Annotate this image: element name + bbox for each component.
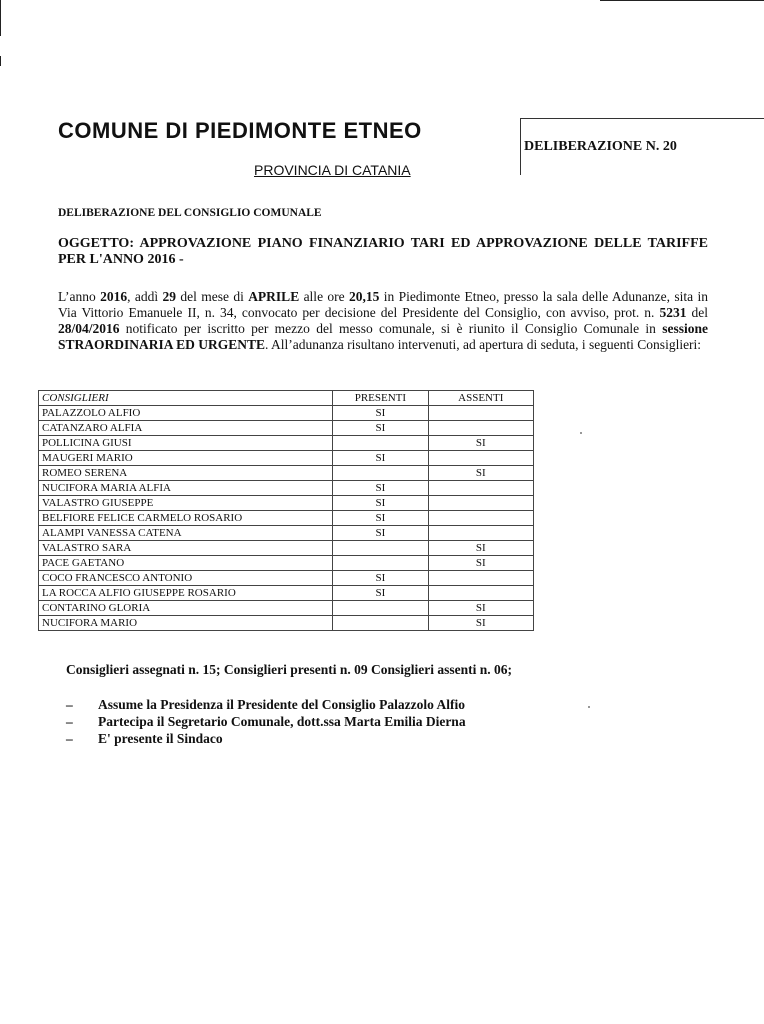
table-row	[39, 481, 534, 496]
col-header-assenti: ASSENTI	[428, 391, 533, 406]
table-row	[39, 436, 534, 451]
table-row	[39, 556, 534, 571]
dash-bullet: –	[66, 697, 73, 712]
presente-cell	[333, 466, 428, 481]
consigliere-name: CONTARINO GLORIA	[39, 601, 333, 616]
scan-edge-mark-left	[0, 56, 1, 66]
col-header-consiglieri: CONSIGLIERI	[39, 391, 333, 406]
intro-sessione: sessione STRAORDINARIA ED URGENTE	[58, 321, 708, 352]
consigliere-name: VALASTRO SARA	[39, 541, 333, 556]
assente-cell	[428, 511, 533, 526]
document-subtitle: DELIBERAZIONE DEL CONSIGLIO COMUNALE	[58, 207, 322, 219]
scan-edge-line-top	[600, 0, 764, 1]
table-header-row	[39, 391, 534, 406]
table-row	[39, 526, 534, 541]
consigliere-name: VALASTRO GIUSEPPE	[39, 496, 333, 511]
dash-bullet: –	[66, 714, 73, 729]
assente-cell: SI	[428, 541, 533, 556]
table-row	[39, 511, 534, 526]
intro-prot: 5231	[659, 305, 687, 320]
scan-speck	[580, 432, 582, 434]
presente-cell: SI	[333, 571, 428, 586]
intro-text: alle ore	[299, 289, 350, 304]
consigliere-name: COCO FRANCESCO ANTONIO	[39, 571, 333, 586]
assente-cell	[428, 481, 533, 496]
scan-edge-line-left	[0, 0, 1, 36]
consigliere-name: PACE GAETANO	[39, 556, 333, 571]
intro-ore: 20,15	[349, 289, 380, 304]
presente-cell: SI	[333, 451, 428, 466]
table-row	[39, 616, 534, 631]
attendance-summary: Consiglieri assegnati n. 15; Consiglieri presenti n. 09 Consiglieri assenti n. 06;	[66, 662, 513, 677]
list-item	[66, 730, 466, 747]
assente-cell	[428, 526, 533, 541]
list-item	[66, 696, 466, 713]
presente-cell: SI	[333, 511, 428, 526]
note-text: Assume la Presidenza il Presidente del Consiglio Palazzolo Alfio	[98, 697, 465, 712]
provincia-heading: PROVINCIA DI CATANIA	[254, 162, 411, 178]
assente-cell	[428, 571, 533, 586]
consigliere-name: CATANZARO ALFIA	[39, 421, 333, 436]
presente-cell: SI	[333, 421, 428, 436]
presente-cell: SI	[333, 526, 428, 541]
assente-cell	[428, 421, 533, 436]
oggetto-heading: OGGETTO: APPROVAZIONE PIANO FINANZIARIO TARI ED APPROVAZIONE DELLE TARIFFE PER L'ANNO 2016 -	[58, 236, 708, 267]
presente-cell: SI	[333, 406, 428, 421]
consigliere-name: LA ROCCA ALFIO GIUSEPPE ROSARIO	[39, 586, 333, 601]
intro-anno: 2016	[100, 289, 128, 304]
table-row	[39, 406, 534, 421]
consiglieri-table	[38, 390, 534, 631]
assente-cell	[428, 496, 533, 511]
presente-cell: SI	[333, 586, 428, 601]
assente-cell	[428, 451, 533, 466]
comune-heading: COMUNE DI PIEDIMONTE ETNEO	[58, 118, 422, 143]
assente-cell: SI	[428, 616, 533, 631]
consigliere-name: PALAZZOLO ALFIO	[39, 406, 333, 421]
intro-paragraph	[58, 289, 708, 353]
consigliere-name: BELFIORE FELICE CARMELO ROSARIO	[39, 511, 333, 526]
intro-text: notificato per iscritto per mezzo del messo comunale, si è riunito il Consiglio Comunale in	[119, 321, 663, 336]
intro-text: del	[686, 305, 708, 320]
consigliere-name: MAUGERI MARIO	[39, 451, 333, 466]
intro-text: L’anno	[58, 289, 101, 304]
presente-cell	[333, 601, 428, 616]
table-row	[39, 421, 534, 436]
intro-text: . All’adunanza risultano intervenuti, ad apertura di seduta, i seguenti Consiglieri:	[265, 337, 702, 352]
dash-bullet: –	[66, 731, 73, 746]
consigliere-name: NUCIFORA MARIA ALFIA	[39, 481, 333, 496]
table-row	[39, 496, 534, 511]
assente-cell: SI	[428, 601, 533, 616]
intro-data: 28/04/2016	[58, 321, 120, 336]
consigliere-name: ALAMPI VANESSA CATENA	[39, 526, 333, 541]
intro-text: in Piedimonte Etneo, presso la sala delle Adunanze, sita in Via Vittorio Emanuele II, n. 34, convocato per decisione del Presidente del Consiglio, con avviso, prot. n.	[58, 289, 708, 320]
list-item	[66, 713, 466, 730]
intro-text: del mese di	[175, 289, 249, 304]
presente-cell	[333, 436, 428, 451]
consigliere-name: POLLICINA GIUSI	[39, 436, 333, 451]
presente-cell: SI	[333, 481, 428, 496]
presente-cell	[333, 616, 428, 631]
note-text: Partecipa il Segretario Comunale, dott.ssa Marta Emilia Dierna	[98, 714, 466, 729]
table-row	[39, 571, 534, 586]
presente-cell	[333, 556, 428, 571]
consigliere-name: ROMEO SERENA	[39, 466, 333, 481]
deliberazione-number: DELIBERAZIONE N. 20	[524, 139, 677, 154]
table-row	[39, 586, 534, 601]
assente-cell: SI	[428, 436, 533, 451]
table-row	[39, 466, 534, 481]
table-row	[39, 541, 534, 556]
presente-cell: SI	[333, 496, 428, 511]
assente-cell	[428, 406, 533, 421]
table-body	[39, 406, 534, 631]
intro-text: , addì	[127, 289, 163, 304]
presente-cell	[333, 541, 428, 556]
col-header-presenti: PRESENTI	[333, 391, 428, 406]
notes-list	[66, 696, 466, 747]
intro-giorno: 29	[162, 289, 176, 304]
assente-cell: SI	[428, 466, 533, 481]
table-row	[39, 451, 534, 466]
assente-cell	[428, 586, 533, 601]
note-text: E' presente il Sindaco	[98, 731, 223, 746]
intro-mese: APRILE	[248, 289, 300, 304]
assente-cell: SI	[428, 556, 533, 571]
scan-speck	[588, 706, 590, 708]
consigliere-name: NUCIFORA MARIO	[39, 616, 333, 631]
table-row	[39, 601, 534, 616]
